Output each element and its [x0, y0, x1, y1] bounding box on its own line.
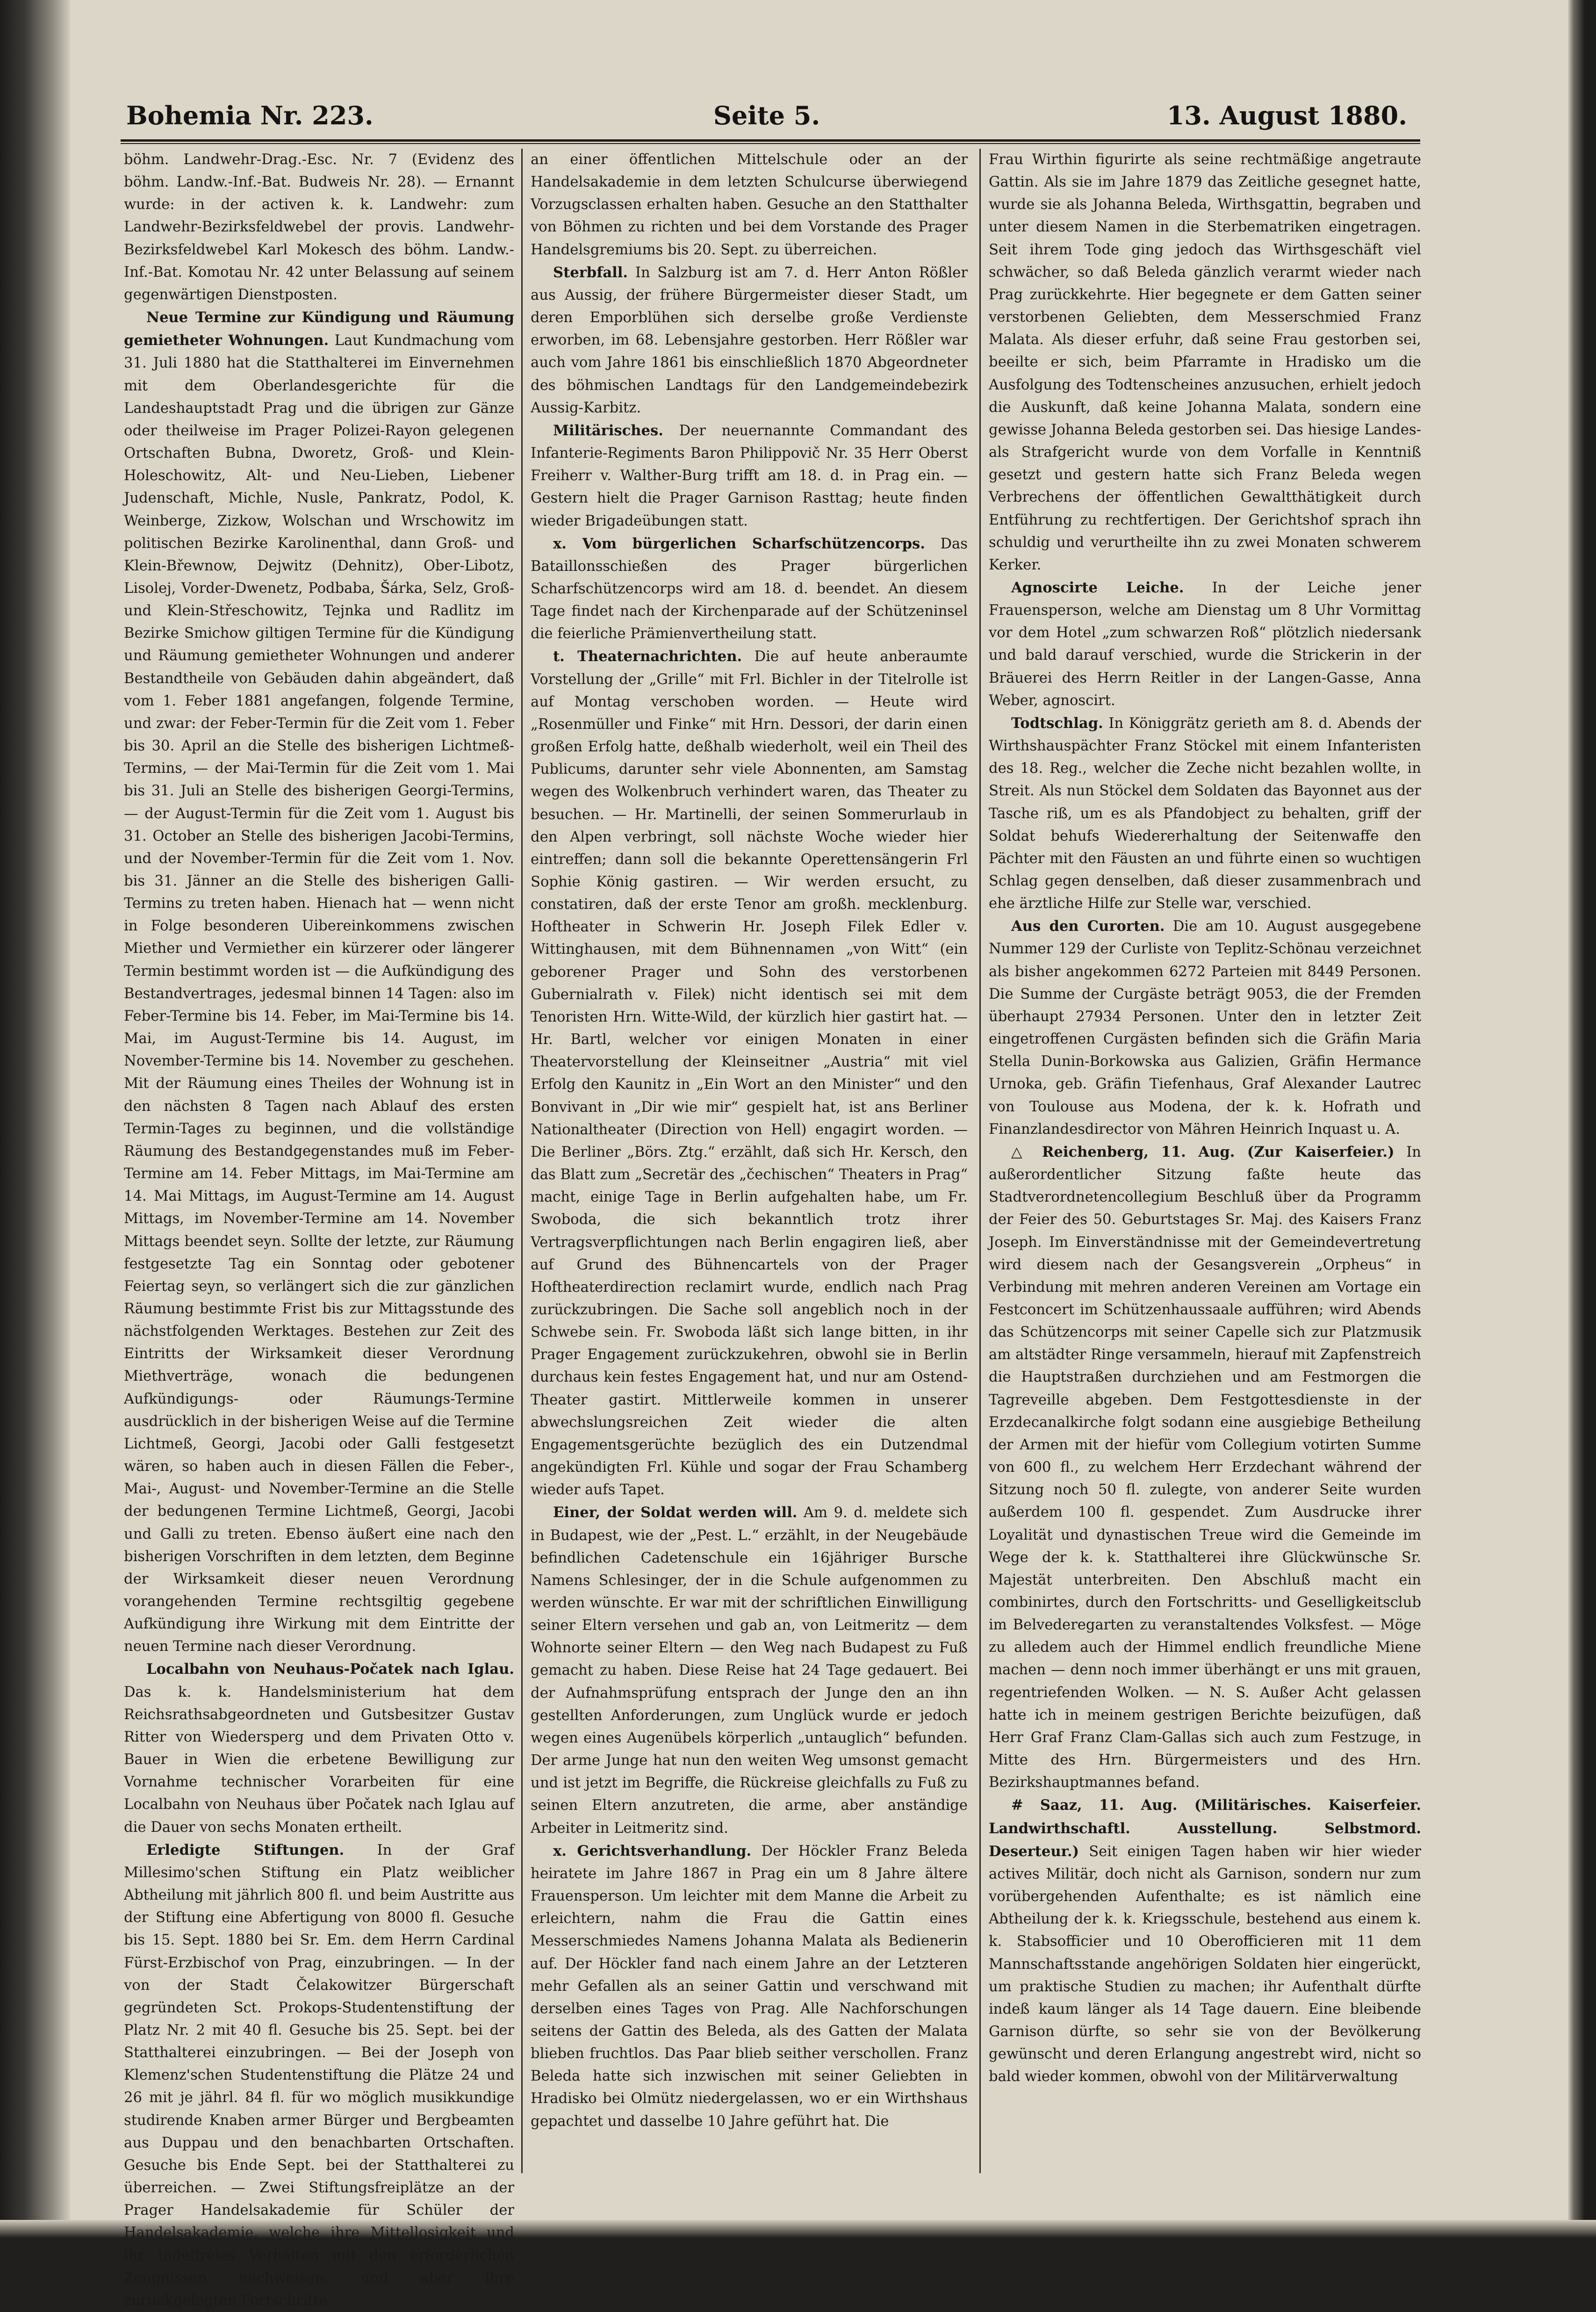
- masthead-issue: Bohemia Nr. 223.: [126, 101, 374, 130]
- text-column-1: [124, 149, 514, 2309]
- article-text: In außerordentlicher Sitzung faßte heute das Stadtverordnetencollegium Beschluß über da Programm der Feier des 50. Geburtstages Sr. Maj. des Kaisers Franz Joseph. Im Einverständnisse mit der Gemeindevertretung wird diesem nach der Gesangsverein „Orpheus“ in Verbindung mit mehren anderen Vereinen am Vortage ein Festconcert im Schützenhaussaale aufführen; wird Abends das Schützencorps mit seiner Capelle sich zur Platzmusik am altstädter Ringe versammeln, hierauf mit Zapfenstreich die Hauptstraßen durchziehen und am Festmorgen die Tagreveille abgeben. Dem Festgottesdienste in der Erzdecanalkirche folgt sodann eine ausgiebige Betheilung der Armen mit der hiefür vom Collegium votirten Summe von 600 fl., zu welchem Herr Erzdechant während der Sitzung noch 50 fl. zulegte, von anderer Seite wurden außerdem 100 fl. gespendet. Zum Ausdrucke ihrer Loyalität und dynastischen Treue wird die Gemeinde im Wege der k. k. Statthalterei ihre Glückwünsche Sr. Majestät unterbreiten. Den Abschluß macht ein combinirtes, durch den Fortschritts- und Geselligkeitsclub im Belvederegarten zu veranstaltendes Volksfest. — Möge zu alledem auch der Himmel endlich freundliche Miene machen — denn noch immer überhängt er uns mit grauen, regentriefenden Wolken. — N. S. Außer Acht gelassen hatte ich in meinem gestrigen Berichte beizufügen, daß Herr Graf Franz Clam-Gallas sich auch zum Festzuge, in Mitte des Hrn. Bürgermeisters und des Hrn. Bezirkshauptmannes befand.: [989, 1144, 1421, 1791]
- article-text: Die auf heute anberaumte Vorstellung der „Grille“ mit Frl. Bichler in der Titelrolle ist auf Montag verschoben worden. — Heute wird „Rosenmüller und Finke“ mit Hrn. Dessori, der darin einen großen Erfolg hatte, deßhalb wiederholt, weil ein Theil des Publicums, darunter sehr viele Abonnenten, am Samstag wegen des Wolkenbruch verhindert waren, das Theater zu besuchen. — Hr. Martinelli, der seinen Sommerurlaub in den Alpen verbringt, soll nächste Woche wieder hier eintreffen; dann soll die bekannte Operettensängerin Frl Sophie König gastiren. — Wir werden ersucht, zu constatiren, daß der erste Tenor am großh. mecklenburg. Hoftheater in Schwerin Hr. Joseph Filek Edler v. Wittinghausen, mit dem Bühnennamen „von Witt“ (ein geborener Prager und Sohn des verstorbenen Gubernialrath v. Filek) nicht identisch sei mit dem Tenoristen Hrn. Witte-Wild, der kürzlich hier gastirt hat. — Hr. Bartl, welcher vor einigen Monaten in einer Theatervorstellung der Kleinseitner „Austria“ mit viel Erfolg den Kaunitz in „Ein Wort an den Minister“ und den Bonvivant in „Dir wie mir“ gespielt hat, ist ans Berliner Nationaltheater (Direction von Hell) engagirt worden. — Die Berliner „Börs. Ztg.“ erzählt, daß sich Hr. Kersch, den das Blatt zum „Secretär des „čechischen“ Theaters in Prag“ macht, einige Tage in Berlin aufgehalten habe, um Fr. Swoboda, die sich bekanntlich trotz ihrer Vertragsverpflichtungen nach Berlin engagiren ließ, aber auf Grund des Bühnencartels von der Prager Hoftheaterdirection reclamirt wurde, endlich nach Prag zurückzubringen. Die Sache soll angeblich noch in der Schwebe sein. Fr. Swoboda läßt sich lange bitten, in ihr Prager Engagement zurückzukehren, obwohl sie in Berlin durchaus kein festes Engagement hat, und nur am Ostend-Theater gastirt. Mittlerweile kommen in unserer abwechslungsreichen Zeit wieder die alten Engagementsgerüchte bezüglich des ein Dutzendmal angekündigten Frl. Kühle und sogar der Frau Schamberg wieder aufs Tapet.: [531, 648, 968, 1498]
- scan-shadow-left: [0, 0, 70, 2239]
- article-paragraph: [531, 1840, 968, 2133]
- article-text: Das Bataillonsschießen des Prager bürgerlichen Scharfschützencorps wird am 18. d. beendet. An diesem Tage findet nach der Kirchenparade auf der Schützeninsel die feierliche Prämienvertheilung statt.: [531, 535, 968, 642]
- column-divider-1: [521, 149, 523, 2173]
- article-paragraph: [531, 261, 968, 419]
- column-divider-2: [979, 149, 981, 2173]
- article-text: Laut Kundmachung vom 31. Juli 1880 hat die Statthalterei im Einvernehmen mit dem Oberlandesgerichte für die Landeshauptstadt Prag und die übrigen zur Gänze oder theilweise im Prager Polizei-Rayon gelegenen Ortschaften Bubna, Dworetz, Groß- und Klein-Holeschowitz, Alt- und Neu-Lieben, Liebener Judenschaft, Michle, Nusle, Pankratz, Podol, K. Weinberge, Zizkow, Wolschan und Wrschowitz im politischen Bezirke Karolinenthal, dann Groß- und Klein-Břewnow, Dejwitz (Dehnitz), Ober-Libotz, Lisolej, Vorder-Dwenetz, Podbaba, Šárka, Selz, Groß- und Klein-Střeschowitz, Tejnka und Radlitz im Bezirke Smichow giltigen Termine für die Kündigung und Räumung gemietheter Wohnungen und anderer Bestandtheile von Gebäuden dahin abgeändert, daß vom 1. Feber 1881 angefangen, folgende Termine, und zwar: der Feber-Termin für die Zeit vom 1. Feber bis 30. April an die Stelle des bisherigen Lichtmeß-Termins, — der Mai-Termin für die Zeit vom 1. Mai bis 31. Juli an Stelle des bisherigen Georgi-Termins, — der August-Termin für die Zeit vom 1. August bis 31. October an Stelle des bisherigen Jacobi-Termins, und der November-Termin für die Zeit vom 1. Nov. bis 31. Jänner an die Stelle des bisherigen Galli-Termins zu treten haben. Hienach hat — wenn nicht in Folge besonderen Uibereinkommens zwischen Miether und Vermiether ein kürzerer oder längerer Termin bestimmt worden ist — die Aufkündigung des Bestandvertrages, jedesmal binnen 14 Tagen: also im Feber-Termine bis 14. Feber, im Mai-Termine bis 14. Mai, im August-Termine bis 14. August, im November-Termine bis 14. November zu geschehen. Mit der Räumung eines Theiles der Wohnung ist in den nächsten 8 Tagen nach Ablauf des ersten Termin-Tages zu beginnen, und die vollständige Räumung des Bestandgegenstandes muß im Feber-Termine am 14. Feber Mittags, im Mai-Termine am 14. Mai Mittags, im August-Termine am 14. August Mittags, im November-Termine am 14. November Mittags beendet seyn. Sollte der letzte, zur Räumung festgesetzte Tag ein Sonntag oder gebotener Feiertag seyn, so verlängert sich die zur gänzlichen Räumung bestimmte Frist bis zur Mittagsstunde des nächstfolgenden Werktages. Bestehen zur Zeit des Eintritts der Wirksamkeit dieser Verordnung Miethverträge, wonach die bedungenen Aufkündigungs- oder Räumungs-Termine ausdrücklich in der bisherigen Weise auf die Termine Lichtmeß, Georgi, Jacobi oder Galli festgesetzt wären, so haben auch in diesen Fällen die Feber-, Mai-, August- und November-Termine an die Stelle der bedungenen Termine Lichtmeß, Georgi, Jacobi und Galli zu treten. Ebenso äußert eine nach den bisherigen Vorschriften in dem letzten, dem Beginne der Wirksamkeit dieser neuen Verordnung vorangehenden Termine rechtsgiltig gegebene Aufkündigung ihre Wirkung mit dem Eintritte der neuen Termine nach dieser Verordnung.: [124, 332, 514, 1655]
- article-paragraph: [989, 149, 1421, 576]
- scan-shadow-right: [1568, 0, 1596, 2239]
- article-paragraph: [531, 149, 968, 261]
- header-rule-thin: [121, 143, 1420, 144]
- article-paragraph: [531, 419, 968, 533]
- article-heading: x. Gerichtsverhandlung.: [553, 1842, 752, 1859]
- article-text: Am 9. d. meldete sich in Budapest, wie der „Pest. L.“ erzählt, in der Neugebäude befindlichen Cadetenschule ein 16jähriger Bursche Namens Schlesinger, der in die Schule aufgenommen zu werden wünschte. Er war mit der schriftlichen Einwilligung seiner Eltern versehen und gab an, von Leitmeritz — dem Wohnorte seiner Eltern — den Weg nach Budapest zu Fuß gemacht zu haben. Diese Reise hat 24 Tage gedauert. Bei der Aufnahmsprüfung entsprach der Junge den an ihn gestellten Anforderungen, zum Unglück wurde er jedoch wegen eines Augenübels körperlich „untauglich“ befunden. Der arme Junge hat nun den weiten Weg umsonst gemacht und ist jetzt im Begriffe, die Rückreise gleichfalls zu Fuß zu seinen Eltern anzutreten, die arme, aber anständige Arbeiter in Leitmeritz sind.: [531, 1505, 968, 1837]
- article-paragraph: [124, 1839, 514, 2312]
- article-text: böhm. Landwehr-Drag.-Esc. Nr. 7 (Evidenz des böhm. Landw.-Inf.-Bat. Budweis Nr. 28). — Ernannt wurde: in der activen k. k. Landwehr: zum Landwehr-Bezirksfeldwebel der provis. Landwehr-Bezirksfeldwebel Karl Mokesch des böhm. Landw.-Inf.-Bat. Komotau Nr. 42 unter Belassung auf seinem gegenwärtigen Dienstposten.: [124, 151, 514, 303]
- article-text: In der Graf Millesimo'schen Stiftung ein Platz weiblicher Abtheilung mit jährlich 800 fl. und beim Austritte aus der Stiftung eine Abfertigung von 8000 fl. Gesuche bis 15. Sept. 1880 bei Sr. Em. dem Herrn Cardinal Fürst-Erzbischof von Prag, einzubringen. — In der von der Stadt Čelakowitzer Bürgerschaft gegründeten Sct. Prokops-Studentenstiftung der Platz Nr. 2 mit 40 fl. Gesuche bis 25. Sept. bei der Statthalterei einzubringen. — Bei der Joseph von Klemenz'schen Studentenstiftung die Plätze 24 und 26 mit je jährl. 84 fl. für wo möglich musikkundige studirende Knaben armer Bürger und Bergbeamten aus Duppau und den benachbarten Ortschaften. Gesuche bis Ende Sept. bei der Statthalterei zu überreichen. — Zwei Stiftungsfreiplätze an der Prager Handelsakademie für Schüler der Handelsakademie, welche ihre Mittellosigkeit und ihr tadelfreies Verhalten mit den erforderlichen Zeugnissen nachweisen, und aber ihre zurückgelegten Fortschritte: [124, 1842, 514, 2309]
- page-header: [126, 101, 1407, 138]
- article-text: Die am 10. August ausgegebene Nummer 129 der Curliste von Teplitz-Schönau verzeichnet als bisher angekommen 6272 Parteien mit 8449 Personen. Die Summe der Curgäste beträgt 9053, die der Fremden überhaupt 27934 Personen. Unter den in letzter Zeit eingetroffenen Curgästen befinden sich die Gräfin Maria Stella Dunin-Borkowska aus Galizien, Gräfin Hermance Urnoka, geb. Gräfin Tiefenhaus, Graf Alexander Lautrec von Toulouse aus Modena, der k. k. Hofrath und Finanzlandesdirector von Mähren Heinrich Inquast u. A.: [989, 918, 1421, 1138]
- article-text: In Salzburg ist am 7. d. Herr Anton Rößler aus Aussig, der frühere Bürgermeister dieser Stadt, um deren Emporblühen sich derselbe große Verdienste erworben, im 68. Lebensjahre gestorben. Herr Rößler war auch vom Jahre 1861 bis einschließlich 1870 Abgeordneter des böhmischen Landtags für den Landgemeindebezirk Aussig-Karbitz.: [531, 264, 968, 416]
- text-column-2: [531, 149, 968, 2178]
- article-paragraph: [124, 149, 514, 306]
- article-paragraph: [124, 306, 514, 1658]
- article-text: In Königgrätz gerieth am 8. d. Abends der Wirthshauspächter Franz Stöckel mit einem Infanteristen des 18. Reg., welcher die Zeche nicht bezahlen wollte, in Streit. Als nun Stöckel dem Soldaten das Bayonnet aus der Tasche riß, um es als Pfandobject zu behalten, griff der Soldat behufs Wiedererhaltung der Seitenwaffe den Pächter mit den Fäusten an und führte einen so wuchtigen Schlag gegen denselben, daß dieser zusammenbrach und ehe ärztliche Hilfe zur Stelle war, verschied.: [989, 715, 1421, 912]
- article-text: an einer öffentlichen Mittelschule oder an der Handelsakademie in dem letzten Schulcurse überwiegend Vorzugsclassen erhalten haben. Gesuche an den Statthalter von Böhmen zu richten und bei dem Vorstande des Prager Handelsgremiums bis 20. Sept. zu überreichen.: [531, 151, 968, 258]
- article-heading: Einer, der Soldat werden will.: [553, 1504, 798, 1521]
- article-paragraph: [989, 712, 1421, 915]
- article-heading: Militärisches.: [553, 422, 663, 439]
- article-text: Frau Wirthin figurirte als seine rechtmäßige angetraute Gattin. Als sie im Jahre 1879 das Zeitliche gesegnet hatte, wurde sie als Johanna Beleda, Wirthsgattin, begraben und unter diesem Namen in die Sterbematriken eingetragen. Seit ihrem Tode ging jedoch das Wirthsgeschäft viel schwächer, so daß Beleda gänzlich verarmt wieder nach Prag zurückkehrte. Hier begegnete er dem Gatten seiner verstorbenen Geliebten, dem Messerschmied Franz Malata. Als dieser erfuhr, daß seine Frau gestorben sei, beeilte er sich, beim Pfarramte in Hradisko um die Ausfolgung des Todtenscheines anzusuchen, erhielt jedoch die Auskunft, daß keine Johanna Malata, sondern eine gewisse Johanna Beleda gestorben sei. Das hiesige Landes- als Strafgericht wurde von dem Vorfalle in Kenntniß gesetzt und gestern hatte sich Franz Beleda wegen Verbrechens der öffentlichen Gewaltthätigkeit durch Entführung zu rechtfertigen. Der Gerichtshof sprach ihn schuldig und verurtheilte ihn zu zwei Monaten schwerem Kerker.: [989, 151, 1421, 573]
- article-text: Das k. k. Handelsministerium hat dem Reichsrathsabgeordneten und Gutsbesitzer Gustav Ritter von Wiedersperg und dem Privaten Otto v. Bauer in Wien die erbetene Bewilligung zur Vornahme technischer Vorarbeiten für eine Localbahn von Neuhaus über Počatek nach Iglau auf die Dauer von sechs Monaten ertheilt.: [124, 1684, 514, 1836]
- article-paragraph: [989, 915, 1421, 1141]
- article-heading: Sterbfall.: [553, 264, 628, 281]
- text-column-3: [989, 149, 1421, 2178]
- article-paragraph: [989, 576, 1421, 712]
- article-text: Der Höckler Franz Beleda heiratete im Jahre 1867 in Prag ein um 8 Jahre ältere Frauensperson. Um leichter mit dem Manne die Arbeit zu erleichtern, nahm die Frau die Gattin eines Messerschmiedes Namens Johanna Malata als Bedienerin auf. Der Höckler fand nach einem Jahre an der Letzteren mehr Gefallen als an seiner Gattin und verschwand mit derselben eines Tages von Prag. Alle Nachforschungen seitens der Gattin des Beleda, als des Gatten der Malata blieben fruchtlos. Das Paar blieb seither verschollen. Franz Beleda hatte sich inzwischen mit seiner Geliebten in Hradisko bei Olmütz niedergelassen, wo er ein Wirthshaus gepachtet und dasselbe 10 Jahre geführt hat. Die: [531, 1843, 968, 2130]
- article-heading: Localbahn von Neuhaus-Počatek nach Iglau.: [146, 1661, 514, 1678]
- article-heading: Neue Termine zur Kündigung und Räumung gemietheter Wohnungen.: [124, 309, 514, 349]
- article-text: Der neuernannte Commandant des Infanterie-Regiments Baron Philippovič Nr. 35 Herr Oberst Freiherr v. Walther-Burg trifft am 18. d. in Prag ein. — Gestern hielt die Prager Garnison Rasttag; heute finden wieder Brigadeübungen statt.: [531, 422, 968, 529]
- article-paragraph: [989, 1794, 1421, 2088]
- article-heading: # Saaz, 11. Aug. (Militärisches. Kaiserfeier. Landwirthschaftl. Ausstellung. Selbstmord. Deserteur.): [989, 1797, 1421, 1860]
- issue-date: 13. August 1880.: [1166, 101, 1407, 130]
- article-heading: Todtschlag.: [1011, 714, 1103, 732]
- header-rule: [121, 139, 1420, 142]
- article-text: In der Leiche jener Frauensperson, welche am Dienstag um 8 Uhr Vormittag vor dem Hotel „zum schwarzen Roß“ plötzlich niedersank und bald darauf verschied, wurde die Strickerin in der Bräuerei des Herrn Reitler in der Langen-Gasse, Anna Weber, agnoscirt.: [989, 579, 1421, 709]
- article-heading: Erledigte Stiftungen.: [146, 1841, 345, 1858]
- article-heading: △ Reichenberg, 11. Aug. (Zur Kaiserfeier.): [1011, 1143, 1395, 1160]
- article-paragraph: [989, 1141, 1421, 1794]
- article-paragraph: [531, 533, 968, 646]
- article-paragraph: [531, 645, 968, 1501]
- article-heading: t. Theaternachrichten.: [553, 648, 742, 665]
- article-heading: Aus den Curorten.: [1011, 918, 1165, 935]
- article-text: Seit einigen Tagen haben wir hier wieder actives Militär, doch nicht als Garnison, sondern nur zum vorübergehenden Aufenthalte; es ist nämlich eine Abtheilung der k. k. Kriegsschule, bestehend aus einem k. k. Stabsofficier und 10 Oberofficieren mit 11 dem Mannschaftsstande angehörigen Soldaten hier eingerückt, um praktische Studien zu machen; ihr Aufenthalt dürfte indeß kaum länger als 14 Tage dauern. Eine bleibende Garnison dürfte, so sehr sie von der Bevölkerung gewünscht und deren Erlangung angestrebt wird, nicht so bald wieder kommen, obwohl von der Militärverwaltung: [989, 1843, 1422, 2085]
- article-paragraph: [124, 1658, 514, 1838]
- article-paragraph: [531, 1501, 968, 1839]
- page-number: Seite 5.: [713, 101, 820, 130]
- article-heading: x. Vom bürgerlichen Scharfschützencorps.: [553, 535, 925, 552]
- article-heading: Agnoscirte Leiche.: [1011, 579, 1184, 596]
